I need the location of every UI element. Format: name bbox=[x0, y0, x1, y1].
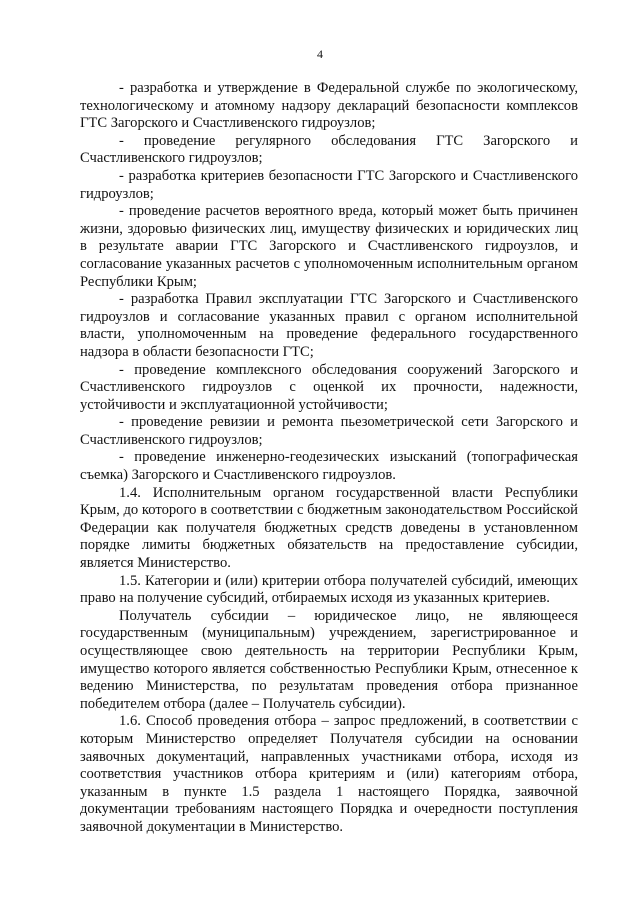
page-number: 4 bbox=[317, 47, 323, 61]
paragraph-section-1-5: 1.5. Категории и (или) критерии отбора получателей субсидий, имеющих право на получение субсидий, отбираемых исходя из указанных критериев. bbox=[80, 572, 578, 607]
paragraph-section-1-6: 1.6. Способ проведения отбора – запрос предложений, в соответствии с которым Министерство определяет Получателя субсидии на основании заявочных документаций, направленных участниками отбора, исходя из соответствия участников отбора критериям и (или) категориям отбора, указанным в пункте 1.5 раздела 1 настоящего Порядка, заявочной документации требованиям настоящего Порядка и очередности поступления заявочной документации в Министерство. bbox=[80, 713, 578, 835]
paragraph-geodetic-surveys: - проведение инженерно-геодезических изысканий (топографическая съемка) Загорского и Счастливенского гидроузлов. bbox=[80, 449, 578, 484]
document-body bbox=[80, 80, 578, 837]
paragraph-harm-calculation: - проведение расчетов вероятного вреда, который может быть причинен жизни, здоровью физических лиц, имуществу физических и юридических лиц в результате аварии ГТС Загорского и Счастливенского гидроузлов, и согласование указанных расчетов с уполномоченным исполнительным органом Республики Крым; bbox=[80, 203, 578, 290]
paragraph-section-1-4: 1.4. Исполнительным органом государственной власти Республики Крым, до которого в соответствии с бюджетным законодательством Российской Федерации как получателя бюджетных средств доведены в установленном порядке лимиты бюджетных обязательств на предоставление субсидии, является Министерство. bbox=[80, 484, 578, 572]
paragraph-declarations: - разработка и утверждение в Федеральной службе по экологическому, технологическому и атомному надзору деклараций безопасности комплексов ГТС Загорского и Счастливенского гидроузлов; bbox=[80, 80, 578, 132]
paragraph-operation-rules: - разработка Правил эксплуатации ГТС Загорского и Счастливенского гидроузлов и согласование указанных правил с органом исполнительной власти, уполномоченным на проведение федерального государственного надзора в области безопасности ГТС; bbox=[80, 291, 578, 360]
paragraph-piezometric-repair: - проведение ревизии и ремонта пьезометрической сети Загорского и Счастливенского гидроузлов; bbox=[80, 414, 578, 448]
paragraph-recipient-definition: Получатель субсидии – юридическое лицо, не являющееся государственным (муниципальным) учреждением, зарегистрированное и осуществляющее свою деятельность на территории Республики Крым, имущество которого является собственностью Республики Крым, отнесенное к ведению Министерства, по результатам проведения отбора признанное победителем отбора (далее – Получатель субсидии). bbox=[80, 607, 578, 712]
paragraph-regular-inspection: - проведение регулярного обследования ГТС Загорского и Счастливенского гидроузлов; bbox=[80, 132, 578, 167]
paragraph-safety-criteria: - разработка критериев безопасности ГТС Загорского и Счастливенского гидроузлов; bbox=[80, 167, 578, 202]
paragraph-complex-survey: - проведение комплексного обследования сооружений Загорского и Счастливенского гидроузлов с оценкой их прочности, надежности, устойчивости и эксплуатационной устойчивости; bbox=[80, 361, 578, 413]
